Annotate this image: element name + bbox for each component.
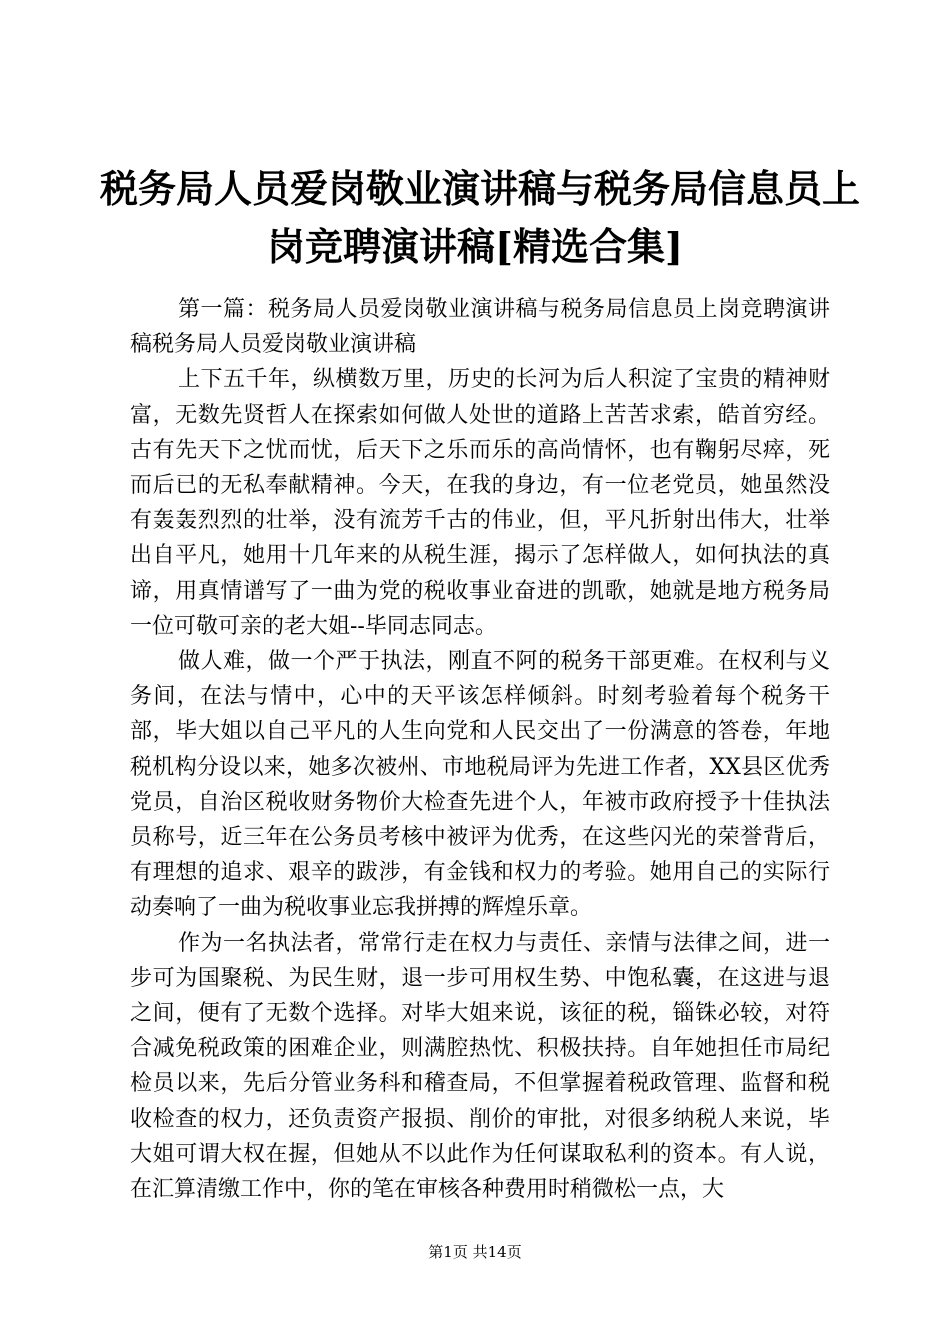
page-number: 第1页 共14页 — [428, 1243, 522, 1261]
document-title — [100, 160, 861, 276]
document-body — [130, 292, 830, 1207]
page-footer — [0, 1242, 950, 1262]
paragraph: 作为一名执法者，常常行走在权力与责任、亲情与法律之间，进一步可为国聚税、为民生财，退一步可用权生势、中饱私囊，在这进与退之间，便有了无数个选择。对毕大姐来说，该征的税，锱铢必较，对符合减免税政策的困难企业，则满腔热忱、积极扶持。自年她担任市局纪检员以来，先后分管业务科和稽查局，不但掌握着税政管理、监督和税收检查的权力，还负责资产报损、削价的审批，对很多纳税人来说，毕大姐可谓大权在握，但她从不以此作为任何谋取私利的资本。有人说，在汇算清缴工作中，你的笔在审核各种费用时稍微松一点，大 — [130, 930, 830, 1203]
paragraph: 做人难，做一个严于执法，刚直不阿的税务干部更难。在权利与义务间，在法与情中，心中的天平该怎样倾斜。时刻考验着每个税务干部，毕大姐以自己平凡的人生向党和人民交出了一份满意的答卷，年地税机构分设以来，她多次被州、市地税局评为先进工作者，XX县区优秀党员，自治区税收财务物价大检查先进个人，年被市政府授予十佳执法员称号，近三年在公务员考核中被评为优秀，在这些闪光的荣誉背后，有理想的追求、艰辛的跋涉，有金钱和权力的考验。她用自己的实际行动奏响了一曲为税收事业忘我拼搏的辉煌乐章。 — [130, 649, 830, 921]
paragraph: 上下五千年，纵横数万里，历史的长河为后人积淀了宝贵的精神财富，无数先贤哲人在探索如何做人处世的道路上苦苦求索，皓首穷经。古有先天下之忧而忧，后天下之乐而乐的高尚情怀，也有鞠躬尽瘁，死而后已的无私奉献精神。今天，在我的身边，有一位老党员，她虽然没有轰轰烈烈的壮举，没有流芳千古的伟业，但，平凡折射出伟大，壮举出自平凡，她用十几年来的从税生涯，揭示了怎样做人，如何执法的真谛，用真情谱写了一曲为党的税收事业奋进的凯歌，她就是地方税务局一位可敬可亲的老大姐--毕同志同志。 — [130, 367, 830, 639]
paragraph-heading: 第一篇：税务局人员爱岗敬业演讲稿与税务局信息员上岗竞聘演讲稿税务局人员爱岗敬业演讲稿 — [130, 297, 830, 358]
title-line-2: 岗竞聘演讲稿[精选合集] — [267, 224, 683, 269]
title-line-1: 税务局人员爱岗敬业演讲稿与税务局信息员上 — [100, 166, 861, 211]
